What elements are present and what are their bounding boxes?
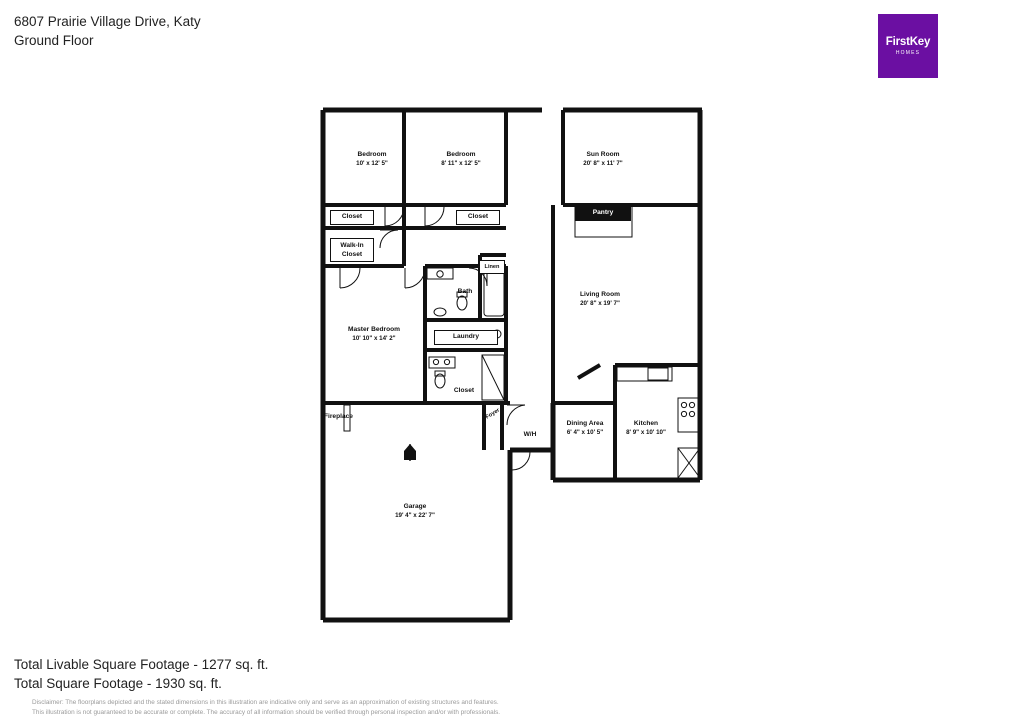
room-label-laundry: Laundry	[434, 330, 498, 345]
room-label-fireplace: Pantry	[575, 205, 631, 221]
logo-subtext: HOMES	[895, 50, 921, 56]
room-label-m-bath: Closet	[453, 387, 475, 394]
room-name: Living Room	[580, 291, 620, 298]
room-label-bedroom-2	[421, 151, 501, 168]
room-name: Dining Area	[566, 420, 604, 427]
room-label-closet-3: Foyer	[484, 407, 501, 421]
room-label-foyer: W/H	[523, 431, 537, 438]
room-name: Bedroom	[357, 151, 387, 158]
room-dimensions: 8' 9" x 10' 10"	[626, 428, 666, 436]
room-dimensions: 8' 11" x 12' 5"	[441, 159, 481, 167]
room-label-linen: Linen	[479, 260, 505, 274]
room-label-sun-room	[563, 151, 643, 168]
plan-footer	[14, 655, 774, 718]
room-name: Bedroom	[446, 151, 476, 158]
total-livable-sqft: Total Livable Square Footage - 1277 sq. ft.	[14, 657, 269, 672]
room-label-bedroom-1	[332, 151, 412, 168]
room-label-closet-1: Closet	[330, 210, 374, 225]
room-name: Sun Room	[586, 151, 620, 158]
property-address: 6807 Prairie Village Drive, Katy	[14, 14, 201, 29]
logo-wordmark: FirstKey	[885, 36, 931, 48]
room-dimensions: 19' 4" x 22' 7"	[395, 511, 435, 519]
disclaimer-line-1: Disclaimer: The floorplans depicted and the stated dimensions in this illustration are indicative only and serve as an approximation of existing structures and features.	[32, 699, 499, 706]
room-label-master-bedroom	[324, 326, 424, 343]
room-name: Garage	[403, 503, 427, 510]
room-name: Master Bedroom	[347, 326, 401, 333]
room-label-garage	[375, 503, 455, 520]
room-label-water-heater: Fireplace	[324, 413, 353, 420]
room-label-bath: Bath	[457, 288, 473, 295]
room-dimensions: 20' 8" x 19' 7"	[580, 299, 620, 307]
room-label-walk-in-closet: Walk-In Closet	[330, 238, 374, 262]
floor-label: Ground Floor	[14, 33, 94, 48]
disclaimer-line-2: This illustration is not guaranteed to be accurate or complete. The accuracy of all information should be verified through personal inspection and/or with professionals.	[32, 709, 501, 716]
room-dimensions: 10' 10" x 14' 2"	[352, 334, 396, 342]
room-label-kitchen	[610, 420, 682, 437]
room-dimensions: 6' 4" x 10' 5"	[566, 428, 604, 436]
room-label-living-room	[560, 291, 640, 308]
room-dimensions: 20' 8" x 11' 7"	[583, 159, 623, 167]
room-name: Kitchen	[633, 420, 659, 427]
room-label-closet-2: Closet	[456, 210, 500, 225]
room-dimensions: 10' x 12' 5"	[356, 159, 388, 167]
total-sqft: Total Square Footage - 1930 sq. ft.	[14, 676, 222, 691]
